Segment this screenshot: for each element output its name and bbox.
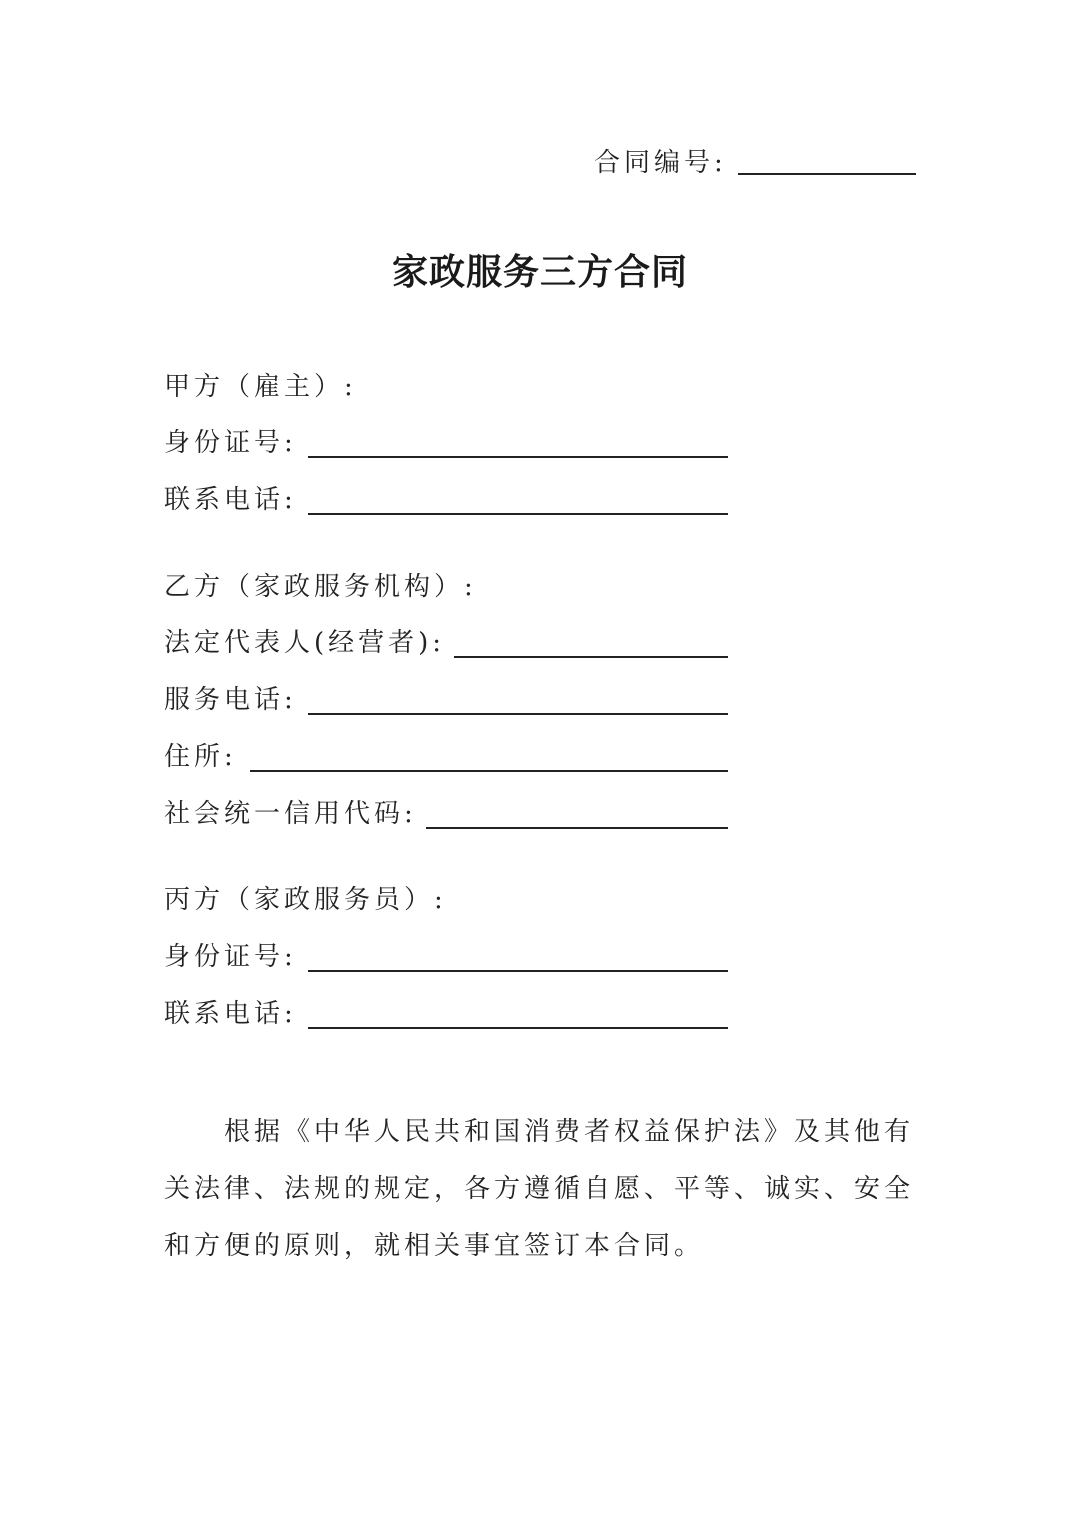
party-c-phone-blank[interactable] — [308, 1027, 728, 1029]
party-b-address-label: 住所: — [164, 742, 237, 772]
party-a-id-blank[interactable] — [308, 456, 728, 458]
contract-number — [594, 140, 924, 180]
party-c-phone-label: 联系电话: — [164, 999, 297, 1029]
document-title: 家政服务三方合同 — [391, 251, 688, 293]
party-b-service-phone-blank[interactable] — [308, 713, 728, 715]
party-c-id-label: 身份证号: — [164, 942, 297, 972]
party-b-legal-rep-blank[interactable] — [454, 656, 728, 658]
party-a-phone-label: 联系电话: — [164, 485, 297, 515]
party-a-id-label: 身份证号: — [164, 428, 297, 458]
party-c-id-blank[interactable] — [308, 970, 728, 972]
party-a-phone-blank[interactable] — [308, 513, 728, 515]
party-b-credit-code-blank[interactable] — [426, 827, 728, 829]
party-b-heading: 乙方（家政服务机构）: — [164, 572, 477, 602]
party-b-legal-rep-label: 法定代表人(经营者): — [164, 628, 446, 658]
party-b-service-phone-label: 服务电话: — [164, 685, 297, 715]
preamble-paragraph: 根据《中华人民共和国消费者权益保护法》及其他有关法律、法规的规定，各方遵循自愿、平等、诚实、安全和方便的原则，就相关事宜签订本合同。 — [164, 1117, 915, 1261]
contract-number-blank[interactable] — [738, 173, 916, 175]
party-a-heading: 甲方（雇主）: — [164, 372, 357, 402]
party-c-heading: 丙方（家政服务员）: — [164, 885, 447, 915]
party-b-address-blank[interactable] — [250, 770, 728, 772]
contract-number-label: 合同编号: — [594, 147, 727, 178]
party-b-credit-code-label: 社会统一信用代码: — [164, 799, 417, 829]
